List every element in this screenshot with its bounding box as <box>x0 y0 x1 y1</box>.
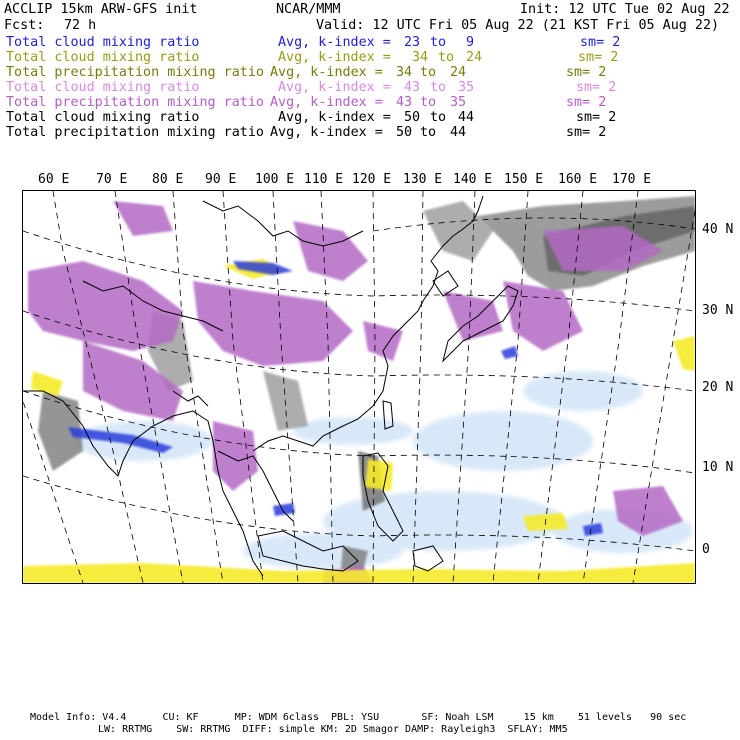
legend-sm: sm= 2 <box>578 50 619 65</box>
longitude-label: 110 E <box>304 172 344 187</box>
legend-k1: 34 <box>396 65 413 80</box>
legend-field: Total precipitation mixing ratio <box>6 125 264 140</box>
legend-avg: Avg, k-index = <box>278 110 391 125</box>
legend-avg: Avg, k-index = <box>270 65 383 80</box>
legend-field: Total cloud mixing ratio <box>6 110 200 125</box>
longitude-label: 90 E <box>205 172 237 187</box>
latitude-label: 10 N <box>702 460 734 475</box>
longitude-label: 60 E <box>38 172 70 187</box>
legend-to: to <box>430 35 447 50</box>
legend-k1: 50 <box>396 125 413 140</box>
legend-avg: Avg, k-index = <box>270 95 383 110</box>
legend-field: Total precipitation mixing ratio <box>6 65 264 80</box>
map-panel <box>22 190 696 584</box>
legend-avg: Avg, k-index = <box>278 35 391 50</box>
longitude-label: 100 E <box>255 172 295 187</box>
longitude-label: 160 E <box>558 172 598 187</box>
legend-k2: 44 <box>458 110 475 125</box>
init-time: Init: 12 UTC Tue 02 Aug 22 <box>520 2 730 17</box>
legend-to: to <box>438 50 455 65</box>
legend-avg: Avg, k-index = <box>278 50 391 65</box>
longitude-label: 80 E <box>152 172 184 187</box>
legend-k2: 44 <box>450 125 467 140</box>
legend-row <box>0 125 740 140</box>
legend-row <box>0 65 740 80</box>
legend-sm: sm= 2 <box>576 110 617 125</box>
org-label: NCAR/MMM <box>276 2 341 17</box>
latitude-label: 30 N <box>702 303 734 318</box>
legend-to: to <box>420 95 437 110</box>
longitude-label: 120 E <box>352 172 392 187</box>
legend-sm: sm= 2 <box>566 65 607 80</box>
legend-k1: 34 <box>412 50 429 65</box>
longitude-label: 70 E <box>96 172 128 187</box>
legend-field: Total cloud mixing ratio <box>6 50 200 65</box>
legend-sm: sm= 2 <box>566 125 607 140</box>
legend-sm: sm= 2 <box>576 80 617 95</box>
legend-row <box>0 80 740 95</box>
footer-model-info: Model Info: V4.4 CU: KF MP: WDM 6class PBL: YSU SF: Noah LSM 15 km 51 levels 90 sec <box>30 712 687 723</box>
legend-row <box>0 35 740 50</box>
legend-to: to <box>420 65 437 80</box>
legend-k2: 24 <box>466 50 483 65</box>
fcst-value: 72 h <box>64 18 97 33</box>
legend-to: to <box>420 125 437 140</box>
legend-field: Total cloud mixing ratio <box>6 80 200 95</box>
longitude-label: 140 E <box>453 172 493 187</box>
legend-k1: 43 <box>396 95 413 110</box>
legend-row <box>0 110 740 125</box>
legend-avg: Avg, k-index = <box>270 125 383 140</box>
legend-k1: 23 <box>404 35 421 50</box>
legend-k1: 50 <box>404 110 421 125</box>
latitude-label: 40 N <box>702 222 734 237</box>
legend-sm: sm= 2 <box>566 95 607 110</box>
longitude-label: 150 E <box>504 172 544 187</box>
legend-k2: 24 <box>450 65 467 80</box>
valid-time: Valid: 12 UTC Fri 05 Aug 22 (21 KST Fri 05 Aug 22) <box>316 18 720 33</box>
legend-k2: 9 <box>466 35 475 50</box>
legend-sm: sm= 2 <box>580 35 621 50</box>
legend-to: to <box>430 80 447 95</box>
legend-row <box>0 95 740 110</box>
legend-to: to <box>430 110 447 125</box>
legend-avg: Avg, k-index = <box>278 80 391 95</box>
legend-field: Total precipitation mixing ratio <box>6 95 264 110</box>
footer-physics-info: LW: RRTMG SW: RRTMG DIFF: simple KM: 2D Smagor DAMP: Rayleigh3 SFLAY: MM5 <box>98 724 568 735</box>
legend-field: Total cloud mixing ratio <box>6 35 200 50</box>
latitude-label: 20 N <box>702 380 734 395</box>
model-title: ACCLIP 15km ARW-GFS init <box>4 2 198 17</box>
latitude-label: 0 <box>702 542 710 557</box>
legend-k2: 35 <box>450 95 467 110</box>
map-canvas <box>23 191 695 583</box>
longitude-label: 130 E <box>403 172 443 187</box>
legend-row <box>0 50 740 65</box>
fcst-label: Fcst: <box>4 18 45 33</box>
legend-k2: 35 <box>458 80 475 95</box>
legend-k1: 43 <box>404 80 421 95</box>
longitude-label: 170 E <box>612 172 652 187</box>
